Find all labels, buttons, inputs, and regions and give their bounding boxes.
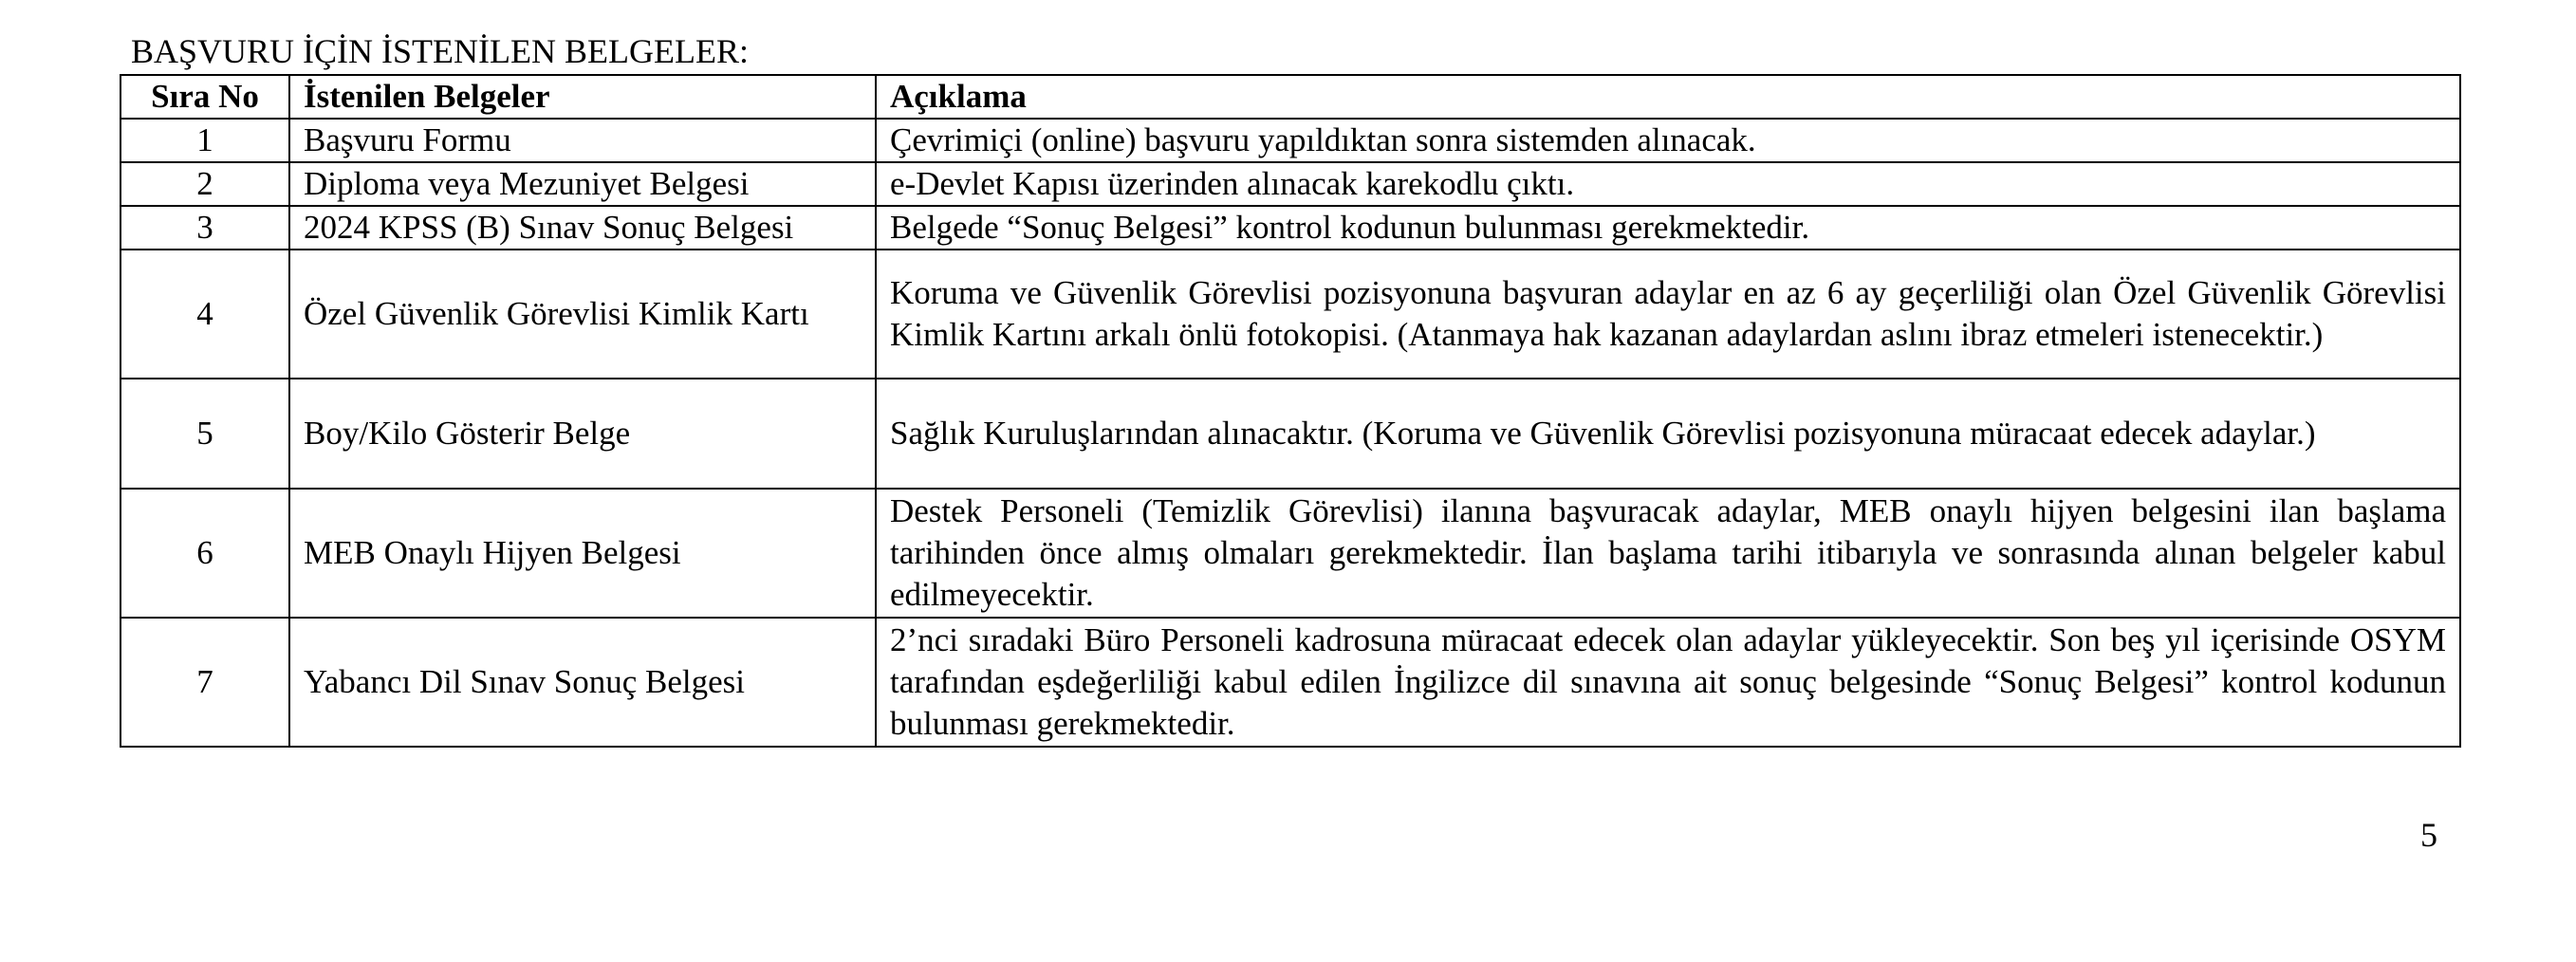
table-row: [120, 618, 2460, 747]
row-document: Başvuru Formu: [289, 119, 876, 162]
row-description: Destek Personeli (Temizlik Görevlisi) ilanına başvuracak adaylar, MEB onaylı hijyen belgesini ilan başlama tarihinden önce almış olmaları gerekmektedir. İlan başlama tarihi itibarıyla ve sonrasında alınan belgeler kabul edilmeyecektir.: [876, 489, 2460, 618]
row-document: Boy/Kilo Gösterir Belge: [289, 379, 876, 489]
row-document: Diploma veya Mezuniyet Belgesi: [289, 162, 876, 206]
row-number: 4: [120, 250, 289, 379]
row-document: Özel Güvenlik Görevlisi Kimlik Kartı: [289, 250, 876, 379]
table-header-row: [120, 75, 2460, 119]
row-document: MEB Onaylı Hijyen Belgesi: [289, 489, 876, 618]
row-description: 2’nci sıradaki Büro Personeli kadrosuna müracaat edecek olan adaylar yükleyecektir. Son beş yıl içerisinde OSYM tarafından eşdeğerliliği kabul edilen İngilizce dil sınavına ait sonuç belgesinde “Sonuç Belgesi” kontrol kodunun bulunması gerekmektedir.: [876, 618, 2460, 747]
row-description: Sağlık Kuruluşlarından alınacaktır. (Koruma ve Güvenlik Görevlisi pozisyonuna müracaat edecek adaylar.): [876, 379, 2460, 489]
header-description: Açıklama: [876, 75, 2460, 119]
page-number: 5: [2420, 816, 2437, 854]
row-description: Koruma ve Güvenlik Görevlisi pozisyonuna başvuran adaylar en az 6 ay geçerliliği olan Özel Güvenlik Görevlisi Kimlik Kartını arkalı önlü fotokopisi. (Atanmaya hak kazanan adaylardan aslını ibraz etmeleri istenecektir.): [876, 250, 2460, 379]
row-description: Belgede “Sonuç Belgesi” kontrol kodunun bulunması gerekmektedir.: [876, 206, 2460, 250]
header-row-number: Sıra No: [120, 75, 289, 119]
row-number: 1: [120, 119, 289, 162]
table-row: [120, 379, 2460, 489]
required-documents-table: [120, 74, 2461, 748]
row-document: 2024 KPSS (B) Sınav Sonuç Belgesi: [289, 206, 876, 250]
row-description: Çevrimiçi (online) başvuru yapıldıktan sonra sistemden alınacak.: [876, 119, 2460, 162]
header-document: İstenilen Belgeler: [289, 75, 876, 119]
table-row: [120, 206, 2460, 250]
row-number: 3: [120, 206, 289, 250]
row-number: 6: [120, 489, 289, 618]
row-number: 7: [120, 618, 289, 747]
table-row: [120, 250, 2460, 379]
table-row: [120, 162, 2460, 206]
page-heading: BAŞVURU İÇİN İSTENİLEN BELGELER:: [131, 32, 749, 70]
row-number: 5: [120, 379, 289, 489]
row-description: e-Devlet Kapısı üzerinden alınacak karekodlu çıktı.: [876, 162, 2460, 206]
row-document: Yabancı Dil Sınav Sonuç Belgesi: [289, 618, 876, 747]
table-row: [120, 119, 2460, 162]
table-row: [120, 489, 2460, 618]
row-number: 2: [120, 162, 289, 206]
